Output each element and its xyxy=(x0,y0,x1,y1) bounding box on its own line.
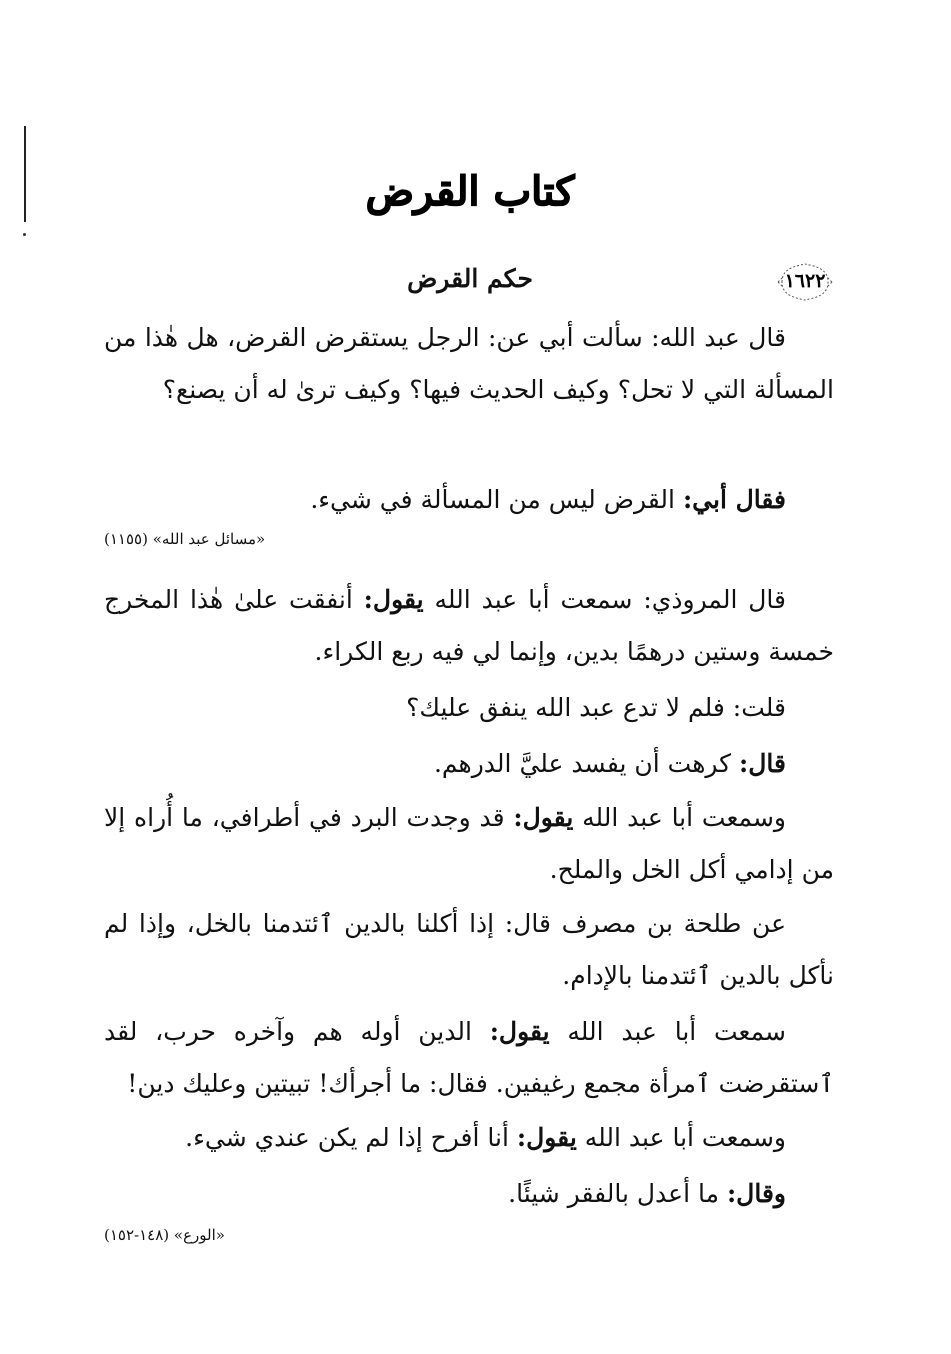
paragraph-text: وسمعت أبا عبد الله xyxy=(576,1123,786,1152)
scan-dot-mark xyxy=(23,233,26,236)
verb-label: يقول: xyxy=(489,1017,550,1046)
issue-number: ١٦٢٢ xyxy=(784,270,826,292)
paragraph-text: أنا أفرح إذا لم يكن عندي شيء. xyxy=(185,1123,517,1152)
paragraph-10 xyxy=(104,1168,834,1220)
paragraph-text: قال المروذي: سمعت أبا عبد الله xyxy=(423,585,787,614)
paragraph-text: وسمعت أبا عبد الله xyxy=(573,803,786,832)
book-title: كتاب القرض xyxy=(365,168,575,215)
verb-label: يقول: xyxy=(513,803,574,832)
paragraph-text: قد وجدت البرد في أطرافي، ما أُراه إلا من إدامي أكل الخل والملح. xyxy=(104,803,834,884)
paragraph-text: الدين أوله هم وآخره حرب، لقد ٱستقرضت ٱمرأة مجمع رغيفين. فقال: ما أجرأك! تبيتين وعليك دين! xyxy=(104,1017,834,1098)
speaker-label: فقال أبي: xyxy=(682,485,786,514)
paragraph-5 xyxy=(104,738,834,790)
paragraph-8 xyxy=(104,1006,834,1110)
paragraph-text: أنفقت علىٰ هٰذا المخرج خمسة وستين درهمًا بدين، وإنما لي فيه ربع الكراء. xyxy=(104,585,834,666)
speaker-label: وقال: xyxy=(726,1179,786,1208)
section-heading: حكم القرض xyxy=(407,264,533,293)
reference-citation-1: «مسائل عبد الله» (١١٥٥) xyxy=(104,530,266,548)
paragraph-9 xyxy=(104,1112,834,1164)
verb-label: يقول: xyxy=(363,585,424,614)
verb-label: يقول: xyxy=(516,1123,577,1152)
issue-number-badge xyxy=(774,260,836,304)
paragraph-4: قلت: فلم لا تدع عبد الله ينفق عليك؟ xyxy=(406,693,786,722)
scan-edge-mark xyxy=(24,126,26,222)
paragraph-7: عن طلحة بن مصرف قال: إذا أكلنا بالدين ٱئتدمنا بالخل، وإذا لم نأكل بالدين ٱئتدمنا بالإدام. xyxy=(104,909,834,990)
paragraph-6 xyxy=(104,792,834,896)
speaker-label: قال: xyxy=(739,749,786,778)
paragraph-2 xyxy=(104,474,834,526)
paragraph-1: قال عبد الله: سألت أبي عن: الرجل يستقرض القرض، هل هٰذا من المسألة التي لا تحل؟ وكيف الحديث فيها؟ وكيف ترىٰ له أن يصنع؟ xyxy=(104,323,834,404)
paragraph-3 xyxy=(104,574,834,678)
paragraph-text: القرض ليس من المسألة في شيء. xyxy=(310,485,683,514)
reference-citation-2: «الورع» (١٤٨-١٥٢) xyxy=(104,1226,225,1244)
paragraph-text: ما أعدل بالفقر شيئًا. xyxy=(508,1179,727,1208)
paragraph-text: كرهت أن يفسد عليَّ الدرهم. xyxy=(433,749,740,778)
paragraph-text: سمعت أبا عبد الله xyxy=(549,1017,786,1046)
